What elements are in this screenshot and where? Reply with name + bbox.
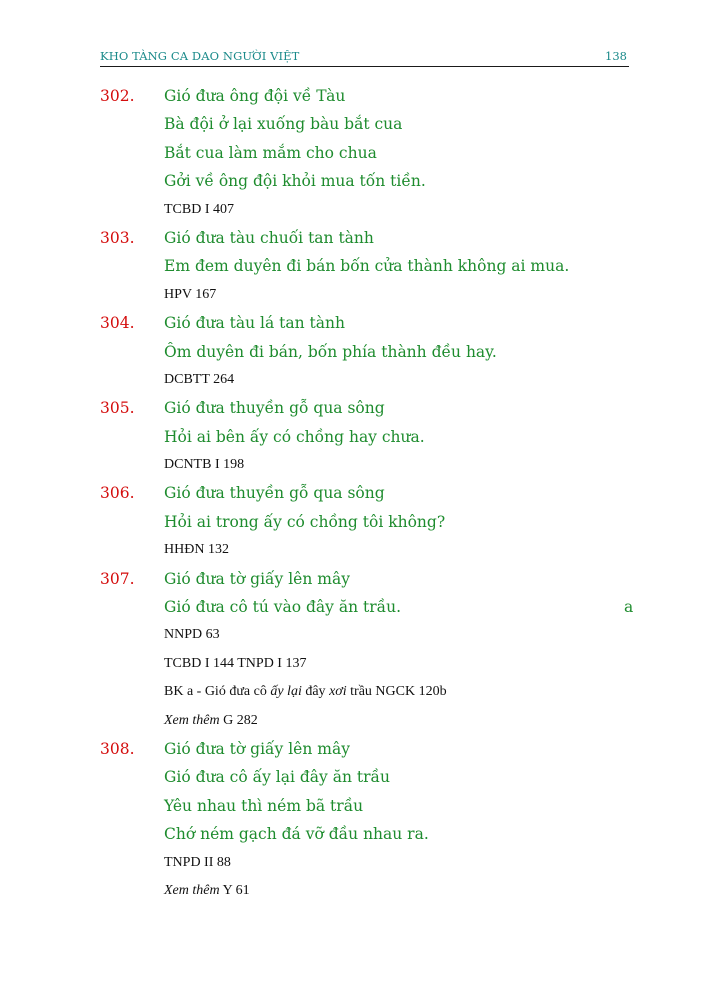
see-also-line [0,707,702,735]
verse-text: Gió đưa cô tú vào đây ăn trầu. [164,598,402,617]
verse-line [0,167,702,195]
variant-part: đây [301,684,330,700]
see-also-label: Xem thêm [164,712,220,728]
verse-text: Chớ ném gạch đá vỡ đầu nhau ra. [164,825,429,844]
verse-line [0,309,702,337]
entry-305 [0,394,702,479]
variant-part: trầu NGCK 120b [346,684,447,700]
verse-text: Gió đưa thuyền gỗ qua sông [164,399,385,418]
entry-306 [0,479,702,564]
entry-304 [0,309,702,394]
source-text: TCBD I 144 TNPD I 137 [164,655,307,671]
see-also-ref: Y 61 [219,882,250,898]
verse-text: Yêu nhau thì ném bã trầu [164,796,364,815]
see-also-ref: G 282 [219,712,258,728]
verse-line [0,792,702,820]
verse-text: Gởi về ông đội khỏi mua tốn tiền. [164,172,426,191]
source-line [0,621,702,649]
verse-line [0,593,702,621]
see-also [164,877,250,905]
verse-line [0,110,702,138]
source-line [0,281,702,309]
source-text: DCBTT 264 [164,371,235,387]
verse-line [0,820,702,848]
verse-text: Gió đưa tờ giấy lên mây [164,739,350,758]
source-text: TNPD II 88 [164,854,231,870]
verse-line [0,565,702,593]
entry-number: 304. [100,314,135,333]
see-also [164,707,258,735]
entry-307 [0,565,702,735]
book-title: KHO TÀNG CA DAO NGƯỜI VIỆT [100,49,300,63]
verse-line [0,735,702,763]
entry-303 [0,224,702,309]
entry-number: 308. [100,739,135,758]
verse-line [0,423,702,451]
entry-number: 302. [100,87,135,105]
source-text: DCNTB I 198 [164,457,245,473]
source-text: HPV 167 [164,286,217,302]
source-text: NNPD 63 [164,627,220,643]
running-header [100,48,629,67]
verse-text: Gió đưa tàu lá tan tành [164,314,345,333]
verse-text: Hỏi ai bên ấy có chồng hay chưa. [164,427,425,446]
entry-308 [0,735,702,905]
verse-text: Gió đưa ông đội về Tàu [164,87,346,105]
verse-text: Gió đưa tờ giấy lên mây [164,569,350,588]
entry-302 [0,82,702,224]
variant-text [164,678,447,706]
source-line [0,650,702,678]
see-also-line [0,877,702,905]
verse-text: Gió đưa thuyền gỗ qua sông [164,484,385,503]
variant-part: BK a - Gió đưa cô [164,684,271,700]
variant-marker: a [624,598,634,617]
verse-line [0,394,702,422]
source-line [0,196,702,224]
verse-text: Bà đội ở lại xuống bàu bắt cua [164,115,403,134]
page-number: 138 [605,49,627,63]
verse-text: Bắt cua làm mắm cho chua [164,143,377,162]
verse-line [0,252,702,280]
verse-line [0,479,702,507]
source-line [0,366,702,394]
verse-text: Hỏi ai trong ấy có chồng tôi không? [164,512,446,531]
verse-line [0,338,702,366]
variant-line [0,678,702,706]
verse-line [0,82,702,110]
verse-text: Gió đưa tàu chuối tan tành [164,228,374,247]
verse-line [0,139,702,167]
source-text: TCBD I 407 [164,201,234,217]
verse-text: Ôm duyên đi bán, bốn phía thành đều hay. [164,342,497,361]
source-line [0,849,702,877]
entry-number: 307. [100,569,135,588]
verse-line [0,224,702,252]
verse-line [0,763,702,791]
entries-list [0,82,702,905]
entry-number: 303. [100,228,135,247]
entry-number: 306. [100,484,135,503]
variant-italic: ấy lại [270,684,302,700]
source-line [0,451,702,479]
variant-italic: xơi [329,684,347,700]
entry-number: 305. [100,399,135,418]
source-line [0,536,702,564]
verse-text: Gió đưa cô ấy lại đây ăn trầu [164,768,390,787]
verse-line [0,508,702,536]
source-text: HHĐN 132 [164,542,229,558]
verse-text: Em đem duyên đi bán bốn cửa thành không ai mua. [164,257,570,276]
see-also-label: Xem thêm [164,882,220,898]
